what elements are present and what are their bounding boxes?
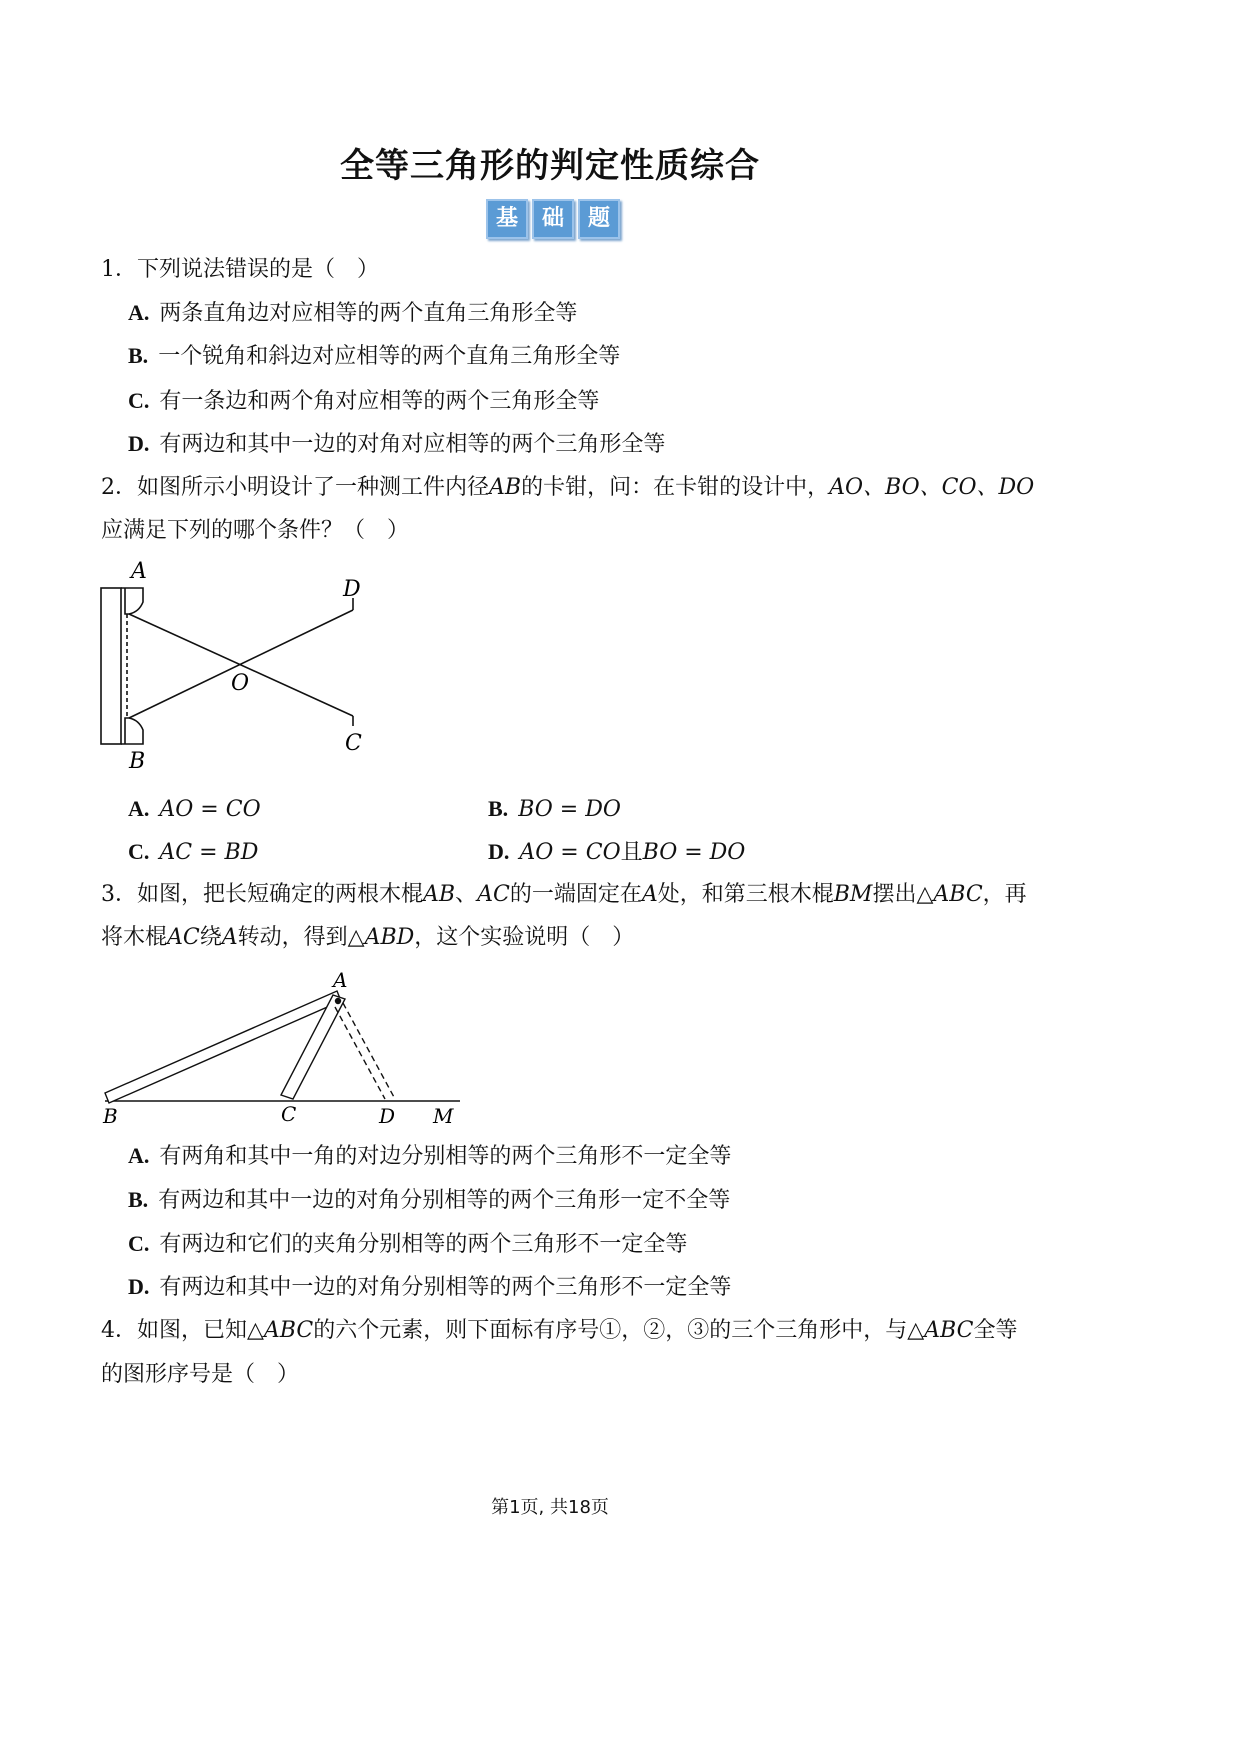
math: △ABC: [916, 882, 983, 907]
text: ，再: [982, 882, 1027, 907]
caliper-figure: [95, 558, 385, 778]
option-text: 有一条边和两个角对应相等的两个三角形全等: [159, 389, 600, 414]
q3-stem-line2: [101, 923, 634, 953]
math: AB: [489, 475, 522, 500]
badge-char: 基: [486, 199, 528, 239]
badge-char: 题: [578, 199, 620, 239]
math: △ABC: [907, 1318, 974, 1343]
label-B: B: [129, 749, 146, 774]
math: △ABC: [247, 1318, 314, 1343]
badge-char: 础: [532, 199, 574, 239]
label-A: A: [333, 968, 348, 992]
text: 2．如图所示小明设计了一种测工件内径: [101, 475, 489, 500]
page-title: 全等三角形的判定性质综合: [340, 146, 760, 186]
text: 的一端固定在: [509, 882, 642, 907]
option-label: B.: [128, 1187, 149, 1212]
option-text: 有两边和它们的夹角分别相等的两个三角形不一定全等: [159, 1232, 688, 1257]
option-math: AC = BD: [159, 840, 259, 865]
option-label: C.: [128, 1231, 150, 1256]
q1-stem: 1．下列说法错误的是（ ）: [101, 257, 379, 282]
q2-option-d[interactable]: [488, 837, 745, 868]
sticks-figure: [95, 965, 475, 1135]
q3-option-a[interactable]: [128, 1141, 731, 1172]
q2-option-a[interactable]: [128, 794, 261, 825]
label-O: O: [231, 671, 250, 696]
q2-stem-line2: 应满足下列的哪个条件？（ ）: [101, 518, 410, 543]
text: 全等: [973, 1318, 1018, 1343]
q1-option-a[interactable]: [128, 298, 577, 329]
option-label: B.: [128, 343, 149, 368]
label-D: D: [379, 1104, 396, 1128]
label-A: A: [131, 559, 147, 584]
option-label: C.: [128, 839, 150, 864]
math: AO、BO、CO、DO: [829, 475, 1035, 500]
q4-stem-line2: 的图形序号是（ ）: [101, 1362, 300, 1387]
option-label: D.: [128, 1274, 150, 1299]
option-label: C.: [128, 388, 150, 413]
text: 3．如图，把长短确定的两根木棍: [101, 882, 423, 907]
q1-option-c[interactable]: [128, 386, 599, 417]
option-label: D.: [128, 431, 150, 456]
text: 摆出: [872, 882, 917, 907]
text: 的六个元素，则下面标有序号①，②，③的三个三角形中，与: [313, 1318, 908, 1343]
option-text: 有两角和其中一角的对边分别相等的两个三角形不一定全等: [159, 1144, 732, 1169]
q3-option-c[interactable]: [128, 1229, 687, 1260]
q2-stem-line1: [101, 473, 1034, 503]
option-text: 一个锐角和斜边对应相等的两个直角三角形全等: [158, 344, 621, 369]
label-C: C: [345, 731, 362, 756]
option-text: 两条直角边对应相等的两个直角三角形全等: [159, 301, 578, 326]
option-text: 且: [620, 840, 643, 865]
math: BM: [833, 882, 873, 907]
math: A: [641, 882, 658, 907]
q2-option-c[interactable]: [128, 837, 258, 868]
q3-option-b[interactable]: [128, 1185, 730, 1216]
option-math: AO = CO: [519, 840, 621, 865]
option-math: BO = DO: [642, 840, 746, 865]
option-math: BO = DO: [518, 797, 621, 822]
option-math: AO = CO: [159, 797, 261, 822]
option-label: D.: [488, 839, 510, 864]
text: ，这个实验说明（ ）: [414, 925, 635, 950]
text: 将木棍: [101, 925, 168, 950]
q1-option-b[interactable]: [128, 341, 620, 372]
label-M: M: [433, 1104, 454, 1128]
math: A: [221, 925, 238, 950]
page-footer: 第1页, 共18页: [491, 1497, 609, 1518]
math: AC: [477, 882, 510, 907]
q2-option-b[interactable]: [488, 794, 621, 825]
text: 转动，得到: [237, 925, 348, 950]
q4-stem-line1: [101, 1316, 1017, 1346]
option-label: B.: [488, 796, 509, 821]
text: 绕: [199, 925, 222, 950]
section-badge: [486, 199, 620, 239]
text: 、: [455, 882, 478, 907]
option-label: A.: [128, 796, 150, 821]
math: △ABD: [347, 925, 415, 950]
label-B: B: [103, 1104, 118, 1128]
option-text: 有两边和其中一边的对角分别相等的两个三角形一定不全等: [158, 1188, 731, 1213]
text: 处，和第三根木棍: [657, 882, 834, 907]
text: 4．如图，已知: [101, 1318, 247, 1343]
option-label: A.: [128, 1143, 150, 1168]
q3-option-d[interactable]: [128, 1272, 731, 1303]
math: AC: [167, 925, 200, 950]
q1-option-d[interactable]: [128, 429, 665, 460]
option-label: A.: [128, 300, 150, 325]
option-text: 有两边和其中一边的对角分别相等的两个三角形不一定全等: [159, 1275, 732, 1300]
text: 的卡钳，问：在卡钳的设计中，: [521, 475, 830, 500]
math: AB: [423, 882, 456, 907]
option-text: 有两边和其中一边的对角对应相等的两个三角形全等: [159, 432, 666, 457]
label-D: D: [343, 577, 361, 602]
label-C: C: [281, 1102, 297, 1126]
q3-stem-line1: [101, 880, 1027, 910]
